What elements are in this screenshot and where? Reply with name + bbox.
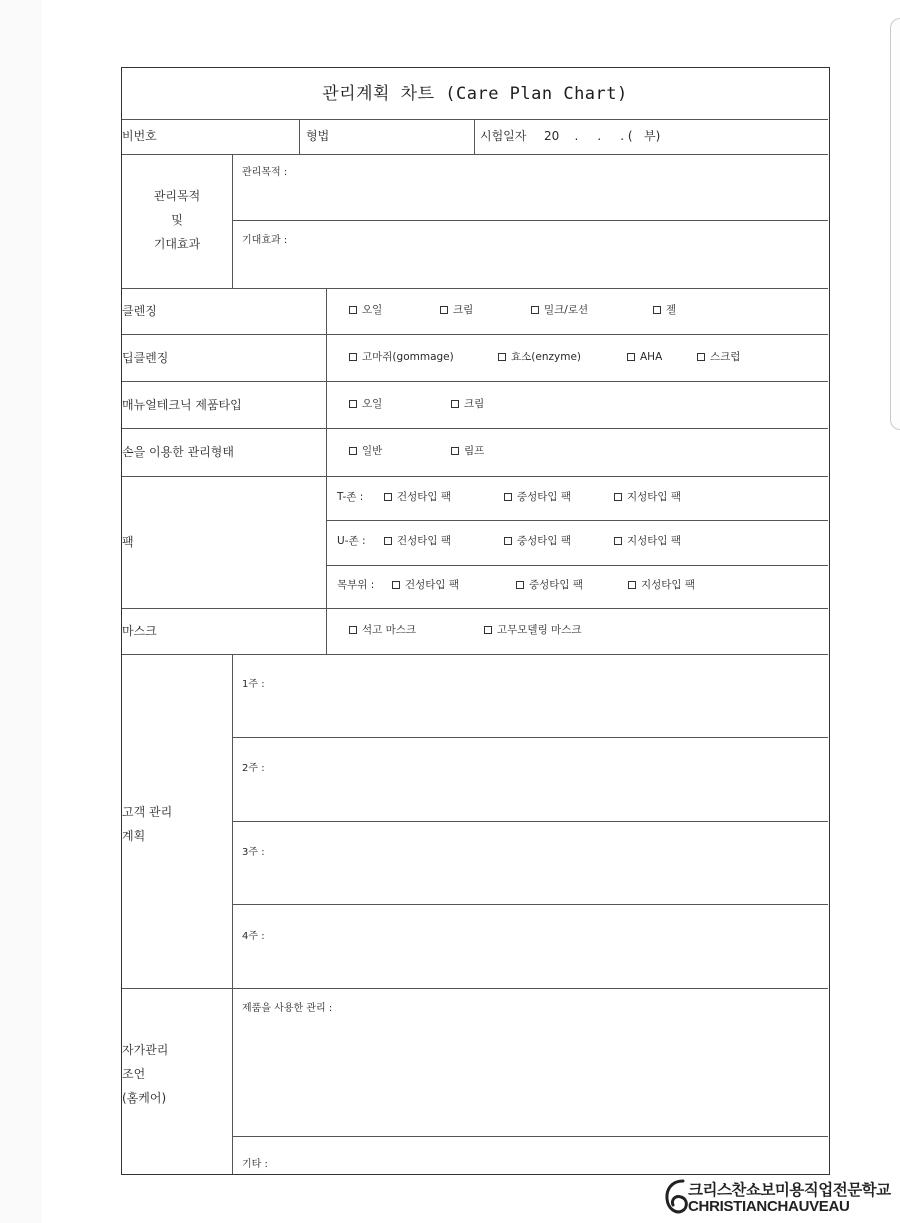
pack-u-zone-normal[interactable] bbox=[504, 536, 571, 547]
pack-neck-oily[interactable] bbox=[628, 580, 695, 591]
option-label: 중성타입 팩 bbox=[517, 535, 572, 547]
pack-neck-label: 목부위 : bbox=[337, 579, 375, 591]
option-label: 지성타입 팩 bbox=[641, 579, 696, 591]
other-care-label: 기타 : bbox=[242, 1159, 268, 1170]
rule-pack bbox=[122, 608, 828, 609]
rule-cleansing bbox=[122, 334, 828, 335]
pack-u-zone-label: U-존 : bbox=[337, 535, 366, 547]
rule-week-3 bbox=[232, 904, 828, 905]
side-panel-edge[interactable] bbox=[890, 18, 900, 430]
checkbox-icon bbox=[628, 581, 636, 589]
pack-neck-dry[interactable] bbox=[392, 580, 459, 591]
checkbox-icon bbox=[349, 447, 357, 455]
checkbox-icon bbox=[440, 306, 448, 314]
hand-option-lymph[interactable] bbox=[451, 446, 484, 457]
pack-t-zone-dry[interactable] bbox=[384, 492, 451, 503]
checkbox-icon bbox=[349, 626, 357, 634]
product-care-label: 제품을 사용한 관리 : bbox=[242, 1003, 333, 1014]
week-3-label: 3주 : bbox=[242, 847, 265, 858]
pack-neck-normal[interactable] bbox=[516, 580, 583, 591]
option-label: 건성타입 팩 bbox=[397, 535, 452, 547]
client-plan-label-line-2: 계획 bbox=[122, 829, 146, 843]
exam-date-value[interactable]: 20 . . . ( 부) bbox=[544, 129, 661, 143]
purpose-label-line-1: 관리목적 bbox=[153, 189, 201, 203]
checkbox-icon bbox=[697, 353, 705, 361]
checkbox-icon bbox=[614, 537, 622, 545]
option-label: 오일 bbox=[362, 304, 383, 316]
purpose-label-line-2: 및 bbox=[171, 213, 183, 227]
page-margin bbox=[0, 0, 42, 1223]
option-label: 오일 bbox=[362, 398, 383, 410]
vrule-purpose bbox=[232, 154, 233, 288]
checkbox-icon bbox=[531, 306, 539, 314]
vrule-options bbox=[326, 288, 327, 654]
logo-mark-icon bbox=[664, 1177, 690, 1217]
rule-purpose bbox=[122, 288, 828, 289]
rule-title bbox=[122, 119, 828, 120]
checkbox-icon bbox=[627, 353, 635, 361]
vrule-id-1 bbox=[299, 119, 300, 154]
rule-plan bbox=[122, 988, 828, 989]
checkbox-icon bbox=[384, 493, 392, 501]
option-label: 건성타입 팩 bbox=[397, 491, 452, 503]
pack-t-zone-normal[interactable] bbox=[504, 492, 571, 503]
mask-option-rubber[interactable] bbox=[484, 625, 581, 636]
rule-week-2 bbox=[232, 821, 828, 822]
deep-option-aha[interactable] bbox=[627, 352, 662, 363]
chart-title: 관리계획 차트 (Care Plan Chart) bbox=[322, 84, 628, 104]
pack-u-zone-dry[interactable] bbox=[384, 536, 451, 547]
manual-option-cream[interactable] bbox=[451, 399, 484, 410]
pack-t-zone-label: T-존 : bbox=[337, 491, 364, 503]
option-label: 고무모델링 마스크 bbox=[497, 624, 582, 636]
school-logo bbox=[664, 1175, 900, 1223]
purpose-field-label: 관리목적 : bbox=[242, 167, 288, 178]
mask-option-plaster[interactable] bbox=[349, 625, 416, 636]
checkbox-icon bbox=[451, 447, 459, 455]
option-label: 크림 bbox=[453, 304, 474, 316]
effect-field-label: 기대효과 : bbox=[242, 235, 288, 246]
week-4-label: 4주 : bbox=[242, 931, 265, 942]
rule-homecare-mid bbox=[232, 1136, 828, 1137]
rule-deep bbox=[122, 381, 828, 382]
cleansing-option-oil[interactable] bbox=[349, 305, 382, 316]
hand-care-label: 손을 이용한 관리형태 bbox=[122, 445, 234, 459]
checkbox-icon bbox=[384, 537, 392, 545]
mask-label: 마스크 bbox=[122, 624, 157, 638]
hand-option-general[interactable] bbox=[349, 446, 382, 457]
purpose-label-line-3: 기대효과 bbox=[153, 237, 201, 251]
client-plan-label-line-1: 고객 관리 bbox=[122, 805, 173, 819]
rule-manual bbox=[122, 428, 828, 429]
id-number-label: 비번호 bbox=[122, 129, 157, 143]
logo-english-name: CHRISTIANCHAUVEAU bbox=[688, 1198, 850, 1215]
option-label: 밀크/로션 bbox=[544, 304, 589, 316]
pack-t-zone-oily[interactable] bbox=[614, 492, 681, 503]
checkbox-icon bbox=[653, 306, 661, 314]
checkbox-icon bbox=[614, 493, 622, 501]
option-label: 크림 bbox=[464, 398, 485, 410]
checkbox-icon bbox=[349, 353, 357, 361]
home-care-label-line-2: 조언 bbox=[122, 1067, 146, 1081]
option-label: 지성타입 팩 bbox=[627, 535, 682, 547]
option-label: 효소(enzyme) bbox=[511, 351, 582, 363]
rule-purpose-mid bbox=[232, 220, 828, 221]
option-label: 지성타입 팩 bbox=[627, 491, 682, 503]
manual-option-oil[interactable] bbox=[349, 399, 382, 410]
week-1-label: 1주 : bbox=[242, 679, 265, 690]
vrule-plan bbox=[232, 654, 233, 1174]
checkbox-icon bbox=[451, 400, 459, 408]
cleansing-option-gel[interactable] bbox=[653, 305, 676, 316]
option-label: 중성타입 팩 bbox=[517, 491, 572, 503]
option-label: 젤 bbox=[666, 304, 677, 316]
checkbox-icon bbox=[504, 493, 512, 501]
rule-pack-1 bbox=[326, 520, 828, 521]
cleansing-option-milk-lotion[interactable] bbox=[531, 305, 588, 316]
deep-option-gommage[interactable] bbox=[349, 352, 454, 363]
rule-pack-2 bbox=[326, 565, 828, 566]
deep-cleansing-label: 딥클렌징 bbox=[122, 351, 169, 365]
manual-technique-label: 매뉴얼테크닉 제품타입 bbox=[122, 398, 242, 412]
deep-option-enzyme[interactable] bbox=[498, 352, 581, 363]
exam-date-label: 시험일자 bbox=[480, 129, 527, 143]
home-care-label-line-3: (홈케어) bbox=[122, 1091, 167, 1105]
rule-hand bbox=[122, 476, 828, 477]
rule-id bbox=[122, 154, 828, 155]
checkbox-icon bbox=[349, 400, 357, 408]
checkbox-icon bbox=[516, 581, 524, 589]
option-label: 고마쥐(gommage) bbox=[362, 351, 454, 363]
option-label: AHA bbox=[640, 351, 663, 363]
deep-option-scrub[interactable] bbox=[697, 352, 740, 363]
checkbox-icon bbox=[349, 306, 357, 314]
option-label: 석고 마스크 bbox=[362, 624, 417, 636]
vrule-id-2 bbox=[474, 119, 475, 154]
rule-mask bbox=[122, 654, 828, 655]
type-label: 형법 bbox=[306, 129, 330, 143]
rule-week-1 bbox=[232, 737, 828, 738]
option-label: 건성타입 팩 bbox=[405, 579, 460, 591]
checkbox-icon bbox=[392, 581, 400, 589]
cleansing-label: 클렌징 bbox=[122, 304, 157, 318]
option-label: 림프 bbox=[464, 445, 485, 457]
logo-korean-name: 크리스찬쇼보미용직업전문학교 bbox=[688, 1181, 891, 1199]
pack-label: 팩 bbox=[122, 535, 134, 549]
cleansing-option-cream[interactable] bbox=[440, 305, 473, 316]
option-label: 스크럽 bbox=[710, 351, 741, 363]
week-2-label: 2주 : bbox=[242, 763, 265, 774]
option-label: 일반 bbox=[362, 445, 383, 457]
checkbox-icon bbox=[484, 626, 492, 634]
care-plan-chart-form bbox=[121, 67, 830, 1175]
checkbox-icon bbox=[504, 537, 512, 545]
option-label: 중성타입 팩 bbox=[529, 579, 584, 591]
home-care-label-line-1: 자가관리 bbox=[122, 1043, 169, 1057]
checkbox-icon bbox=[498, 353, 506, 361]
pack-u-zone-oily[interactable] bbox=[614, 536, 681, 547]
